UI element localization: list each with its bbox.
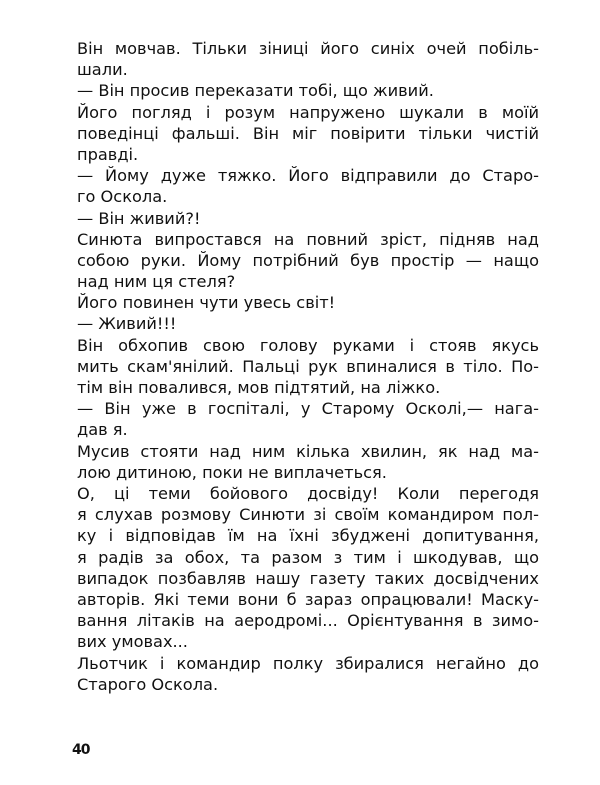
text-line: — Живий!!!: [77, 314, 177, 334]
text-line: — Він просив переказати тобі, що живий.: [77, 81, 434, 101]
text-line: вання літаків на аеродромі... Орієнтування в зимо-: [77, 611, 539, 631]
dialogue-section: [77, 38, 539, 483]
text-line: Старого Оскола.: [77, 674, 219, 694]
page-number: 40: [72, 742, 90, 758]
text-line: правді.: [77, 144, 139, 164]
text-line: дав я.: [77, 420, 128, 440]
text-line: я слухав розмову Синюти зі своїм командиром пол-: [77, 505, 539, 525]
text-line: поведінці фальші. Він міг повірити тільки чистій: [77, 123, 539, 143]
text-line: Льотчик і командир полку збиралися негайно до: [77, 653, 539, 673]
reflection-section: [77, 483, 539, 695]
text-line: вих умовах...: [77, 632, 188, 652]
text-line: Його повинен чути увесь світ!: [77, 293, 336, 313]
text-line: Синюта випростався на повний зріст, підняв над: [77, 229, 539, 249]
text-line: Його погляд і розум напружено шукали в моїй: [77, 102, 539, 122]
text-line: О, ці теми бойового досвіду! Коли перегодя: [77, 484, 539, 503]
text-line: мить скам'янілий. Пальці рук впиналися в тіло. По-: [77, 356, 539, 376]
text-line: Він обхопив свою голову руками і стояв якусь: [77, 335, 539, 355]
text-line: авторів. Які теми вони б зараз опрацювали! Маску-: [77, 589, 539, 609]
text-line: тім він повалився, мов підтятий, на ліжко.: [77, 378, 441, 397]
text-line: Він мовчав. Тільки зіниці його синіх очей побіль-: [77, 39, 539, 58]
text-line: — Йому дуже тяжко. Його відправили до Старо-: [77, 166, 539, 186]
text-line: — Він живий?!: [77, 208, 201, 228]
text-line: я радів за обох, та разом з тим і шкодував, що: [77, 547, 539, 567]
text-line: випадок позбавляв нашу газету таких досвідчених: [77, 568, 539, 588]
text-line: над ним ця стеля?: [77, 272, 236, 292]
text-line: Мусив стояти над ним кілька хвилин, як над ма-: [77, 441, 539, 461]
text-line: лою дитиною, поки не виплачеться.: [77, 462, 387, 482]
text-line: — Він уже в госпіталі, у Старому Осколі,— нага-: [77, 399, 539, 419]
text-line: го Оскола.: [77, 187, 168, 207]
text-line: собою руки. Йому потрібний був простір — нащо: [77, 250, 539, 270]
text-line: ку і відповідав їм на їхні збуджені допитування,: [77, 526, 539, 546]
text-line: шали.: [77, 60, 128, 80]
